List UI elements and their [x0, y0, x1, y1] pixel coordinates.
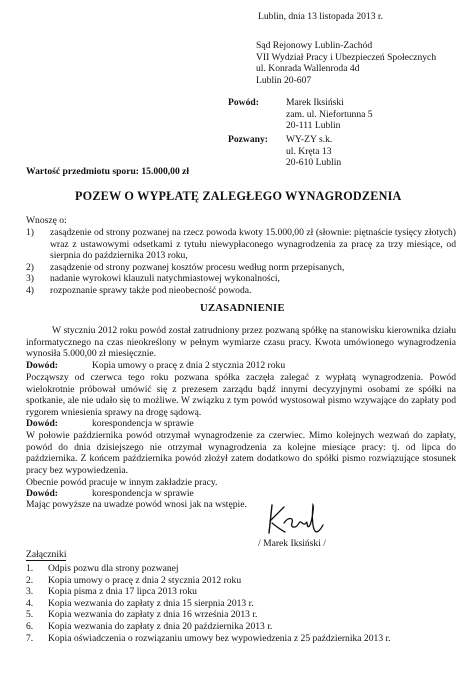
request-text: rozpoznanie sprawy także pod nieobecność powoda.	[50, 284, 252, 296]
attachment-number: 5.	[26, 609, 34, 621]
attachments-list	[26, 563, 456, 644]
attachment-item	[26, 633, 456, 645]
court-division: VII Wydział Pracy i Ubezpieczeń Społecznych	[256, 51, 437, 63]
evidence-line	[26, 360, 285, 372]
attachment-item	[26, 563, 456, 575]
requests-intro: Wnoszę o:	[26, 215, 67, 226]
attachment-number: 6.	[26, 620, 34, 632]
request-text: zasądzenie od strony pozwanej kosztów procesu według norm przepisanych,	[50, 261, 345, 273]
request-number: 1)	[26, 227, 34, 238]
attachment-number: 7.	[26, 632, 34, 644]
justification-paragraph: Począwszy od czerwca tego roku pozwana spółka zaczęła zalegać z wypłatą wynagrodzenia. Powód wielokrotnie próbował umówić się z prezesem zarządu bądź innymi decyzyjnymi osobami ze spółki na spotkanie, ale nie udało się to możliwe. W związku z tym powód wystosował pismo wzywające do zapłaty pod rygorem wniesienia sprawy na drogę sądową.	[26, 372, 456, 418]
attachment-text: Odpis pozwu dla strony pozwanej	[48, 563, 179, 574]
attachment-item	[26, 609, 456, 621]
court-name: Sąd Rejonowy Lublin-Zachód	[256, 40, 373, 51]
plaintiff-label: Powód:	[228, 97, 259, 108]
court-address	[256, 40, 436, 86]
request-number: 3)	[26, 273, 34, 285]
attachment-number: 1.	[26, 563, 34, 574]
court-city: Lublin 20-607	[256, 74, 312, 86]
request-item	[26, 285, 456, 297]
attachment-item	[26, 598, 456, 610]
request-text: nadanie wyrokowi klauzuli natychmiastowej wykonalności,	[50, 273, 280, 285]
requests-list	[26, 227, 456, 297]
signature-name: / Marek Iksiński /	[258, 538, 326, 549]
attachment-item	[26, 586, 456, 598]
justification-heading: UZASADNIENIE	[200, 303, 285, 314]
attachment-number: 4.	[26, 597, 34, 609]
request-number: 4)	[26, 284, 34, 296]
handwritten-signature	[266, 501, 326, 537]
evidence-label: Dowód:	[26, 418, 58, 429]
dispute-value: Wartość przedmiotu sporu: 15.000,00 zł	[26, 166, 190, 177]
justification-paragraph: Mając powyższe na uwadze powód wnosi jak na wstępie.	[26, 499, 247, 510]
evidence-text: Kopia umowy o pracę z dnia 2 stycznia 2012 roku	[91, 360, 286, 371]
evidence-line	[26, 488, 194, 500]
defendant-name: WY-ZY s.k.	[286, 134, 333, 145]
attachment-number: 2.	[26, 574, 34, 586]
request-item	[26, 262, 456, 274]
plaintiff-address	[286, 97, 373, 132]
plaintiff-city: 20-111 Lublin	[286, 120, 341, 132]
attachment-text: Kopia wezwania do zapłaty z dnia 15 sierpnia 2013 r.	[48, 597, 254, 609]
evidence-text: korespondencja w sprawie	[91, 488, 194, 499]
evidence-label: Dowód:	[26, 488, 58, 499]
attachment-number: 3.	[26, 586, 34, 598]
defendant-street: ul. Kręta 13	[286, 145, 332, 157]
defendant-city: 20-610 Lublin	[286, 157, 342, 169]
attachment-item	[26, 575, 456, 587]
defendant-address	[286, 134, 341, 169]
attachment-item	[26, 621, 456, 633]
justification-paragraph: W połowie października powód otrzymał wynagrodzenie za czerwiec. Mimo kolejnych wezwań do zapłaty, powód do dnia dzisiejszego nie otrzymał wynagrodzenia za kolejne miesiące pracy: tj. od lipca do października. Z końcem października powód złożył zatem dodatkowo do spółki pismo rozwiązujące stosunek pracy bez wypowiedzenia.	[26, 430, 456, 476]
justification-paragraph: W styczniu 2012 roku powód został zatrudniony przez pozwaną spółkę na stanowisku kierownika działu informatycznego na czas nieokreślony w pełnym wymiarze czasu pracy. Kwota umówionego wynagrodzenia wynosiła 5.000,00 zł miesięcznie.	[26, 325, 456, 360]
attachment-text: Kopia umowy o pracę z dnia 2 stycznia 2012 roku	[48, 574, 242, 586]
justification-paragraph: Obecnie powód pracuje w innym zakładzie pracy.	[26, 477, 218, 488]
attachments-label: Załączniki	[26, 549, 67, 560]
plaintiff-street: zam. ul. Niefortunna 5	[286, 108, 373, 120]
court-street: ul. Konrada Wallenroda 4d	[256, 63, 360, 75]
request-number: 2)	[26, 261, 34, 273]
defendant-label: Pozwany:	[228, 134, 268, 145]
place-date: Lublin, dnia 13 listopada 2013 r.	[258, 11, 383, 22]
request-item	[26, 227, 456, 262]
document-title: POZEW O WYPŁATĘ ZALEGŁEGO WYNAGRODZENIA	[75, 189, 402, 203]
attachment-text: Kopia wezwania do zapłaty z dnia 20 października 2013 r.	[48, 620, 273, 632]
request-text: zasądzenie od strony pozwanej na rzecz powoda kwoty 15.000,00 zł (słownie: piętnaście tysięcy złotych) wraz z ustawowymi odsetkami z tytułu niewypłaconego wynagrodzenia za pracę za trzy miesiące, od sierpnia do października 2013 roku,	[50, 227, 456, 262]
plaintiff-name: Marek Iksiński	[286, 97, 344, 108]
evidence-label: Dowód:	[26, 360, 58, 371]
evidence-text: korespondencja w sprawie	[91, 418, 194, 429]
evidence-line	[26, 418, 194, 430]
request-item	[26, 273, 456, 285]
attachment-text: Kopia wezwania do zapłaty z dnia 16 września 2013 r.	[48, 609, 258, 621]
attachment-text: Kopia oświadczenia o rozwiązaniu umowy bez wypowiedzenia z 25 października 2013 r.	[48, 632, 391, 644]
attachment-text: Kopia pisma z dnia 17 lipca 2013 roku	[48, 586, 197, 598]
